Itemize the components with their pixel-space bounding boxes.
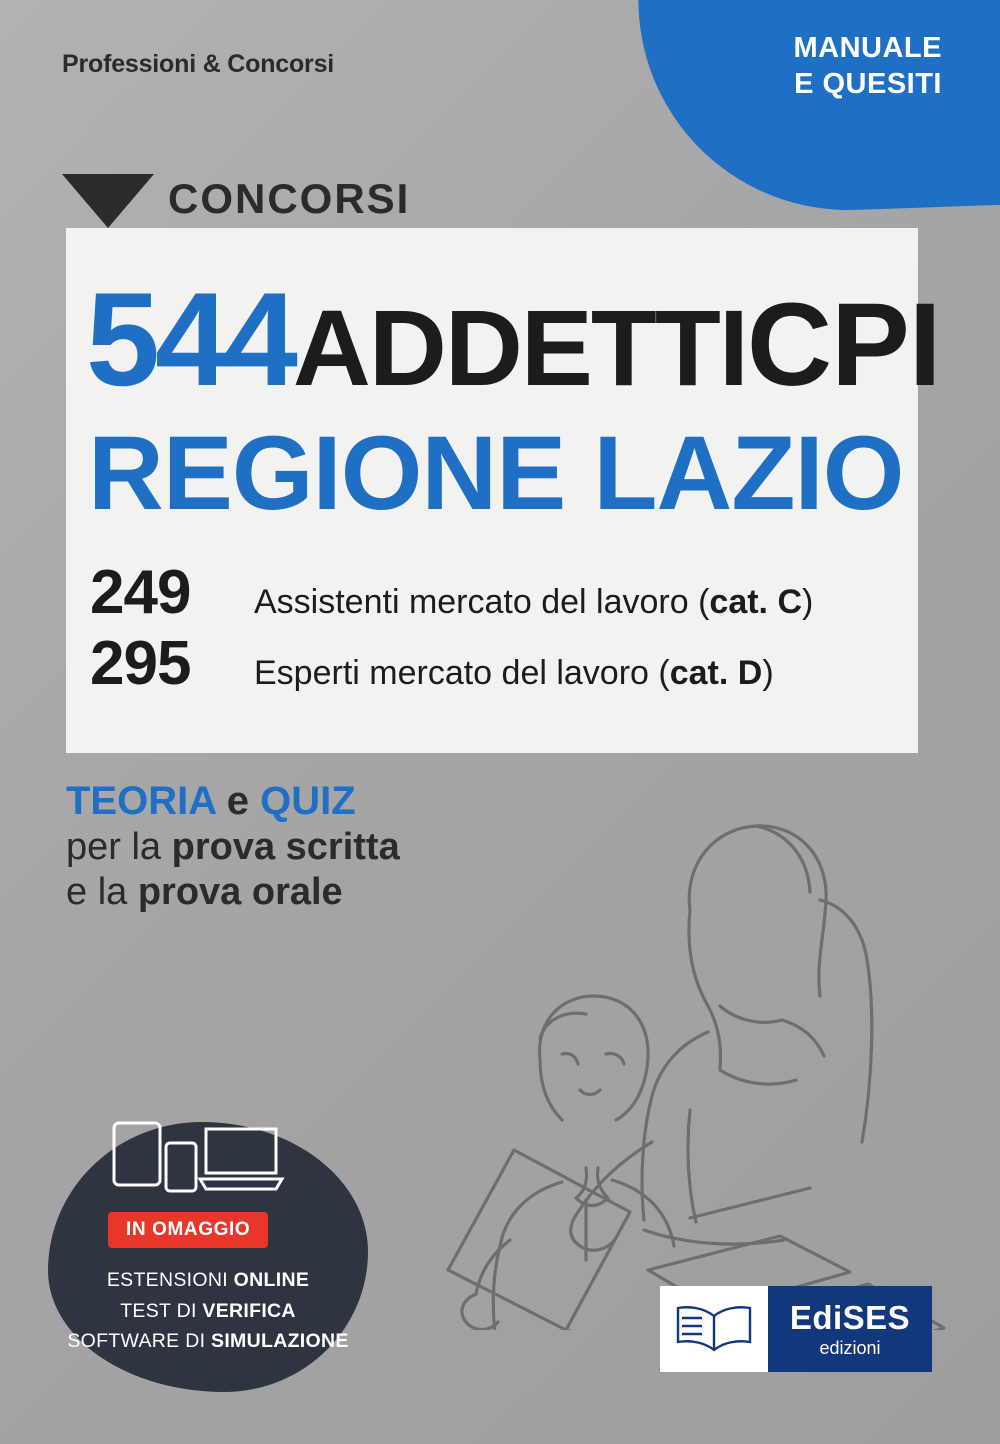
triangle-icon: [62, 174, 154, 228]
promo-pill: IN OMAGGIO: [108, 1212, 268, 1248]
promo-item-light: SOFTWARE DI: [67, 1329, 212, 1352]
role-category: cat. D: [669, 654, 763, 693]
promo-item: [62, 1326, 354, 1356]
subtitle-line-3-prefix: e la: [66, 871, 138, 914]
subtitle-line-2: [66, 825, 400, 870]
promo-item-light: ESTENSIONI: [106, 1269, 234, 1292]
kicker-row: [62, 170, 410, 228]
subtitle-line-2-strong: prova scritta: [171, 826, 400, 869]
subtitle-line-3: [66, 870, 400, 915]
subtitle-connector: e: [215, 779, 261, 823]
title-line-2: REGIONE LAZIO: [88, 415, 904, 532]
role-description-text: Esperti mercato del lavoro (: [254, 654, 670, 693]
role-description: [254, 655, 774, 692]
manuale-badge: [794, 30, 943, 103]
role-description-tail: ): [762, 654, 774, 693]
promo-item-strong: ONLINE: [233, 1269, 310, 1292]
series-label: Professioni & Concorsi: [62, 50, 335, 78]
subtitle-teoria: TEORIA: [66, 779, 216, 823]
subtitle-block: [66, 778, 400, 915]
kicker-label: CONCORSI: [168, 175, 411, 222]
title-word-addetti: ADDETTI: [292, 287, 747, 408]
role-description: [254, 584, 813, 621]
students-illustration: [390, 770, 950, 1330]
role-count: 295: [90, 629, 191, 699]
role-item: [90, 560, 900, 625]
role-item: [90, 629, 900, 699]
devices-icon: [110, 1117, 290, 1212]
publisher-logo: [660, 1286, 932, 1372]
subtitle-quiz: QUIZ: [260, 779, 356, 823]
badge-line-1: MANUALE: [793, 32, 942, 64]
title-number: 544: [86, 266, 293, 414]
promo-item-light: TEST DI: [120, 1299, 203, 1322]
subtitle-line-2-prefix: per la: [66, 826, 172, 869]
promo-list: [62, 1265, 354, 1356]
publisher-subtitle: edizioni: [819, 1338, 881, 1358]
publisher-name: EdiSES: [789, 1299, 911, 1336]
promo-item-strong: SIMULAZIONE: [211, 1329, 349, 1352]
role-count: 249: [90, 558, 191, 627]
title-panel: [66, 228, 941, 753]
subtitle-line-3-strong: prova orale: [137, 871, 343, 914]
title-line-1: [86, 266, 941, 414]
role-description-tail: ): [802, 583, 814, 621]
open-book-icon: [660, 1286, 768, 1372]
badge-line-2: E QUESITI: [794, 68, 942, 101]
role-description-text: Assistenti mercato del lavoro (: [254, 583, 710, 621]
promo-item-strong: VERIFICA: [202, 1299, 296, 1322]
roles-list: [90, 560, 900, 702]
subtitle-line-1: [66, 778, 400, 825]
publisher-name-block: [768, 1286, 932, 1372]
role-category: cat. C: [709, 583, 802, 621]
title-word-cpi: CPI: [746, 279, 941, 411]
promo-item: [62, 1296, 354, 1326]
promo-item: [62, 1265, 354, 1295]
